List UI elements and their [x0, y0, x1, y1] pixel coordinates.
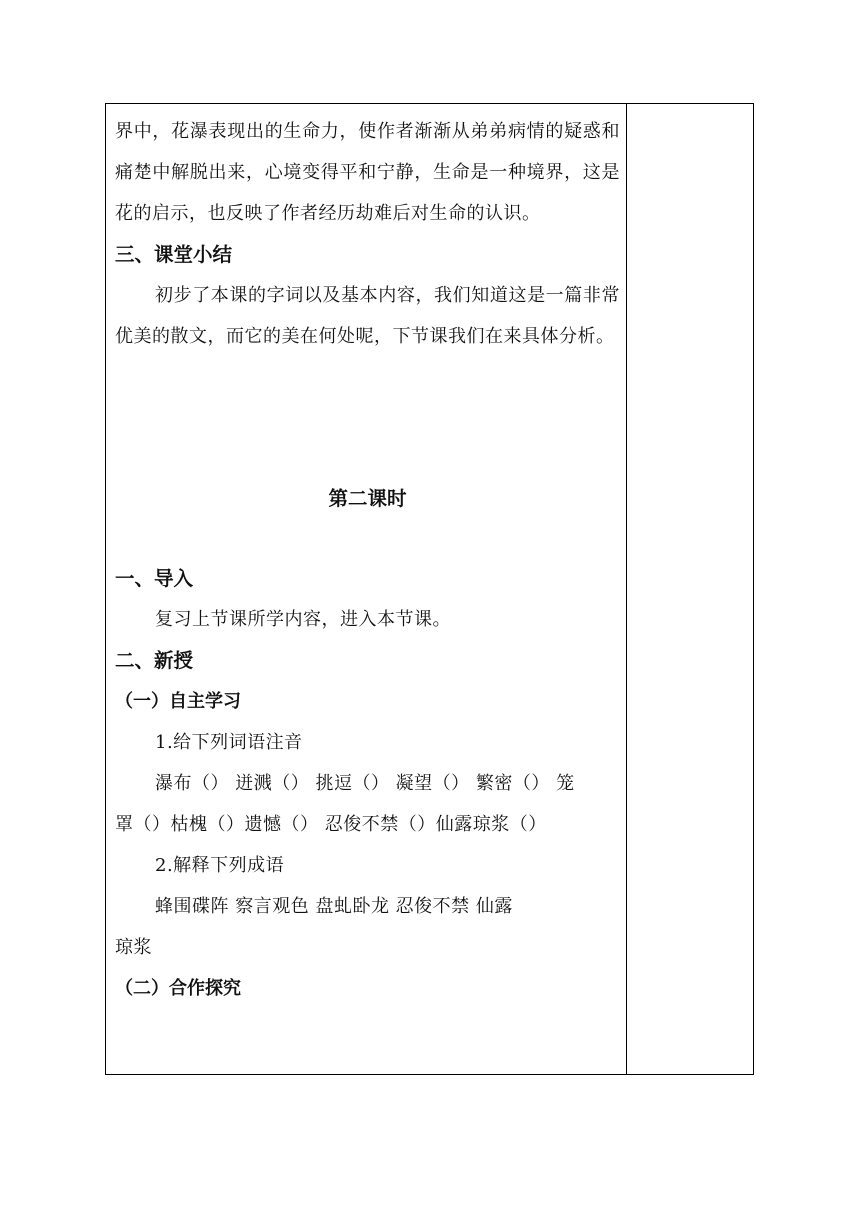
section-summary-heading: 三、课堂小结: [115, 243, 233, 266]
cooperative-inquiry-heading: （二）合作探究: [115, 978, 241, 999]
column-divider: [626, 104, 627, 1074]
section-summary-body: 初步了本课的字词以及基本内容，我们知道这是一篇非常优美的散文，而它的美在何处呢，下节课我们在来具体分析。: [115, 285, 620, 347]
lesson-2-title: 第二课时: [328, 487, 407, 510]
task-1-line-2: 罩（）枯槐（）遗憾（） 忍俊不禁（）仙露琼浆（）: [115, 814, 547, 835]
main-content-cell: [115, 111, 620, 1009]
section-intro-heading: 一、导入: [115, 567, 194, 590]
lesson-plan-table: [105, 103, 754, 1075]
task-1-title: 1.给下列词语注音: [155, 732, 303, 753]
continuation-paragraph: 界中，花瀑表现出的生命力，使作者渐渐从弟弟病情的疑惑和痛楚中解脱出来，心境变得平和宁静，生命是一种境界，这是花的启示，也反映了作者经历劫难后对生命的认识。: [115, 121, 620, 224]
task-2-line-2: 琼浆: [115, 937, 152, 958]
self-study-heading: （一）自主学习: [115, 691, 241, 712]
task-2-line-1: 蜂围碟阵 察言观色 盘虬卧龙 忍俊不禁 仙露: [155, 896, 513, 917]
task-2-title: 2.解释下列成语: [155, 855, 285, 876]
task-1-line-1: 瀑布（） 迸溅（） 挑逗（） 凝望（） 繁密（） 笼: [155, 773, 575, 794]
section-intro-body: 复习上节课所学内容，进入本节课。: [155, 609, 451, 630]
section-new-heading: 二、新授: [115, 649, 194, 672]
